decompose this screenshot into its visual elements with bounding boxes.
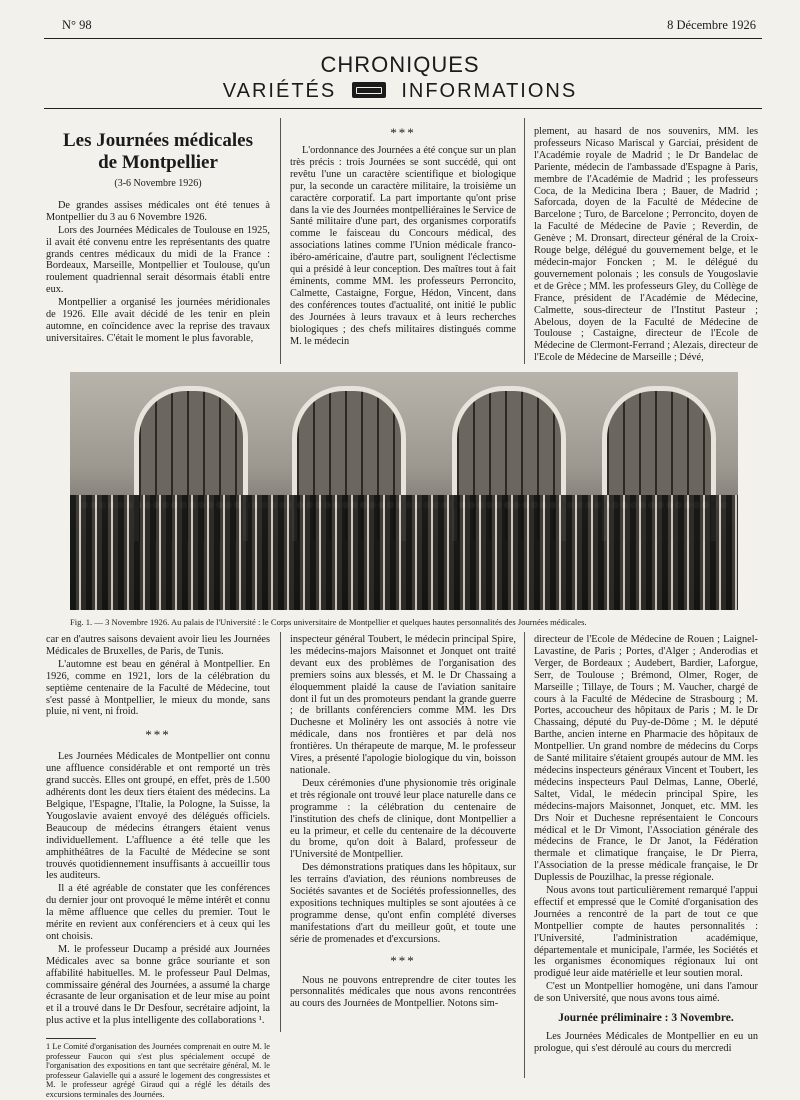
stars-ornament: *** xyxy=(390,952,416,968)
top-col2-text xyxy=(290,145,516,347)
photo-caption: Fig. 1. — 3 Novembre 1926. Au palais de l'Université : le Corps universitaire de Montpellier et quelques hautes personnalités des Journées médicales. xyxy=(70,617,587,627)
top-col1-text xyxy=(46,200,270,345)
masthead-rule xyxy=(44,108,762,109)
bottom-col3-text xyxy=(534,634,758,1005)
paragraph: Montpellier a organisé les journées méridionales de 1926. Elle avait décidé de les tenir en plein automne, en coïncidence avec la reprise des travaux universitaires. C'était le moment le plus favorable, xyxy=(46,297,270,344)
article-title: Les Journées médicales de Montpellier xyxy=(63,130,253,173)
bottom-col2-text xyxy=(290,634,516,946)
bottom-col2b-text xyxy=(290,975,516,1011)
masthead-varietes: VARIÉTÉS xyxy=(222,80,337,102)
column-divider xyxy=(280,632,281,1032)
top-column-2 xyxy=(290,124,516,348)
paragraph: Il a été agréable de constater que les conférences du dernier jour ont provoqué le même intérêt et connu la même affluence que celles du premier. Tout le mérite en revient aux conférenciers et à ceux qui les ont choisis. xyxy=(46,883,270,942)
paragraph: Nous ne pouvons entreprendre de citer toutes les personnalités médicales que nous avons rencontrées au cours des Journées de Montpellier. Notons sim- xyxy=(290,974,516,1010)
paragraph: L'automne est beau en général à Montpellier. En 1926, comme en 1921, lors de la célébration du septième centenaire de la Faculté de Médecine, tout s'est passé à Montpellier, le mieux du monde, sans pluie, ni vent, ni froid. xyxy=(46,658,270,718)
paragraph: M. le professeur Ducamp a présidé aux Journées Médicales avec sa bonne grâce souriante et son affabilité habituelles. M. le professeur Paul Delmas, commissaire général des Journées, a assumé la charge écrasante de leur organisation et de leur mise au point et il a trouvé dans le Dr Desfour, secrétaire adjoint, la plus active et la plus intelligente des collaborations ¹. xyxy=(46,943,270,1027)
paragraph: Nous avons tout particulièrement remarqué l'appui effectif et empressé que le Comité d'organisation des Journées a rencontré de la part de tout ce que Montpellier compte de hautes personnalités : l'Université, l'administration académique, départementale et municipale, l'armée, les Sociétés et les organismes économiques régionaux lui ont prodigué leur aide matérielle et leur soutien moral. xyxy=(534,885,758,980)
footnote-rule xyxy=(46,1038,96,1039)
masthead-subtitle xyxy=(0,80,800,103)
column-divider xyxy=(280,118,281,364)
group-photo xyxy=(70,372,738,610)
section-heading: Journée préliminaire : 3 Novembre. xyxy=(558,1012,734,1025)
paragraph: Des démonstrations pratiques dans les hôpitaux, sur les terrains d'aviation, des réunions nombreuses de Sociétés savantes et de Sociétés professionnelles, des expositions techniques multiples se sont ajoutées à ce programme dense, qu'ont enfin complété diverses manifestations d'art du meilleur goût, et toute une série de promenades et d'excursions. xyxy=(290,862,516,945)
stars-ornament: *** xyxy=(145,727,171,743)
top-column-1 xyxy=(46,114,270,346)
paragraph: directeur de l'Ecole de Médecine de Rouen ; Laignel-Lavastine, de Paris ; Portes, d'Alger ; Anderodias et Verger, de Bordeaux ; Audebert, Bardier, Laforgue, Serr, de Toulouse ; Brémond, Olmer, Roger, de Marseille ; Tillaye, de Tours ; M. Vaucher, chargé de cours à la Faculté de Médecine de Strasbourg ; M. Portes, accoucheur des hôpitaux de Paris ; M. le Dr Chassaing, député du Puy-de-Dôme ; M. le député Barthe, ancien interne en Pharmacie des hôpitaux de Montpellier. Un grand nombre de médecins du Corps de Santé militaire s'étaient groupés autour de MM. les médecins inspecteurs généraux Vincent et Toubert, les médecins inspecteurs Paul Delmas, Lanne, Oberlé, Saltet, Vidal, le médecin principal Spire, les médecins-majors Maisonnet, Jonquet, etc. MM. les Drs Noir et Duchesne représentaient le Concours médical et le Dr Vimont, l'Association générale des médecins de France, le Dr Janot, la Fédération thermale et climatique française, le Dr Pierra, l'Association de la presse médicale française, le Dr Duplessis de Pouzilhac, la presse régionale. xyxy=(534,634,758,884)
paragraph: Lors des Journées Médicales de Toulouse en 1925, il avait été convenu entre les représentants des quatre grands centres médicaux du midi de la France : Bordeaux, Marseille, Montpellier et Toulouse, qu'un roulement quadriennal serait désormais établi entre eux. xyxy=(46,224,270,296)
bottom-col3b-text xyxy=(534,1031,758,1055)
masthead-title: CHRONIQUES xyxy=(320,52,480,77)
header-rule xyxy=(44,38,762,39)
paragraph: Deux cérémonies d'une physionomie très originale et très régionale ont trouvé leur place naturelle dans ce programme : la célébration du centenaire de l'institution des chefs de clinique, dont Montpellier a eu la primeur, et celle du centenaire de la découverte du brome, qu'on doit à Balard, professeur de l'Université de Montpellier. xyxy=(290,777,516,861)
bottom-col1b-text xyxy=(46,751,270,1027)
column-divider xyxy=(524,118,525,364)
bottom-column-2 xyxy=(290,634,516,1011)
paragraph: L'ordonnance des Journées a été conçue sur un plan très précis : trois Journées se sont succédé, qui ont revêtu l'une un caractère scientifique et biologique pur, la seconde un caractère militaire, la troisième un caractère corporatif. La part importante qu'ont prise dans la vie des Journées montpelliéraines le Service de Santé militaire d'une part, des organismes corporatifs comme le faisceau du Concours médical, des associations latines comme l'Union médicale franco-ibéro-américaine, d'autre part, soulignent l'éclectisme qui a présidé à leur conception. Des maîtres tout à fait éminents, comme MM. les professeurs Perroncito, Calmette, Castaigne, Forgue, Hédon, Vincent, dans des conférences toutes d'actualité, ont initié le public des Journées à leurs travaux et à leurs recherches biologiques ; des chefs militaires distingués comme M. le médecin xyxy=(290,145,516,347)
footnote: 1 Le Comité d'organisation des Journées comprenait en outre M. le professeur Faucon qui s'est plus spécialement occupé de l'organisation des expositions en tant que secrétaire général, M. le professeur Galavielle qui a assuré le logement des congressistes et M. le professeur agrégé Giraud qui a réglé les détails des excursions terminales des Journées. xyxy=(46,1042,270,1099)
issue-number: N° 98 xyxy=(62,18,92,32)
ornament-icon xyxy=(352,82,386,98)
bottom-column-1 xyxy=(46,634,270,1028)
article-dates: (3-6 Novembre 1926) xyxy=(114,178,202,189)
paragraph: car en d'autres saisons devaient avoir lieu les Journées Médicales de Bruxelles, de Paris, de Tunis. xyxy=(46,634,270,657)
paragraph: Les Journées Médicales de Montpellier ont connu une affluence considérable et ont remporté un très grand succès. Elles ont groupé, en effet, près de 1.500 adhérents dont les deux tiers étaient des médecins. La Belgique, l'Espagne, l'Italie, la Pologne, la Suisse, la Yougoslavie avaient envoyé des délégués officiels. Beaucoup de médecins étrangers étaient venus individuellement. L'affluence a été telle que les amphithéâtres de la Faculté de Médecine se sont trouvés quotidiennement insuffisants à accueillir tous les auditeurs. xyxy=(46,751,270,882)
paragraph: inspecteur général Toubert, le médecin principal Spire, les médecins-majors Maisonnet et Jonquet ont traité devant eux des problèmes de l'organisation des premiers soins aux blessés, et M. le Dr Chassaing a éloquemment plaidé la cause de l'aviation sanitaire dont il fut un des promoteurs pendant la grande guerre ; de brillants conférenciers comme MM. les Drs Duchesne et Molinéry les ont associés à notre vie médicale, dans nos frontières et par delà nos frontières. Un thérapeute de marque, M. le professeur Vires, a présenté l'apologie biologique du vin, boisson nationale. xyxy=(290,634,516,776)
paragraph: plement, au hasard de nos souvenirs, MM. les professeurs Nicaso Mariscal y Garciai, président de l'Académie royale de Madrid ; le Dr Bandelac de Pariente, médecin de l'ambassade d'Espagne à Paris, membre de l'Académie de Madrid ; les professeurs Coca, de la Medicina Ibera ; Bauer, de Madrid ; Saforcada, doyen de la Faculté de Médecine de Barcelone ; Turo, de Barcelone ; Perroncito, doyen de la Faculté de Médecine de Pavie ; Reverdin, de Genève ; M. Dronsart, directeur général de la Croix-Rouge belge, délégué du gouvernement belge, et le médecin-major Foncken ; M. le délégué du gouvernement polonais ; les consuls de Yougoslavie et de Grèce ; MM. les professeurs Gley, du Collège de France, président de l'Académie de Médecine, Calmette, sous-directeur de l'Institut Pasteur ; Abelous, doyen de la Faculté de Médecine de Toulouse ; Castaigne, directeur de l'Ecole de Médecine de Clermont-Ferrand ; Alezais, directeur de l'Ecole de Médecine de Marseille ; Dévé, xyxy=(534,126,758,364)
top-col3-text xyxy=(534,126,758,364)
bottom-column-3 xyxy=(534,634,758,1056)
paragraph: De grandes assises médicales ont été tenues à Montpellier du 3 au 6 Novembre 1926. xyxy=(46,199,270,223)
crowd xyxy=(70,495,738,610)
column-divider xyxy=(524,632,525,1078)
stars-ornament: *** xyxy=(390,125,416,140)
masthead-informations: INFORMATIONS xyxy=(401,80,578,102)
bottom-col1-text xyxy=(46,634,270,718)
paragraph: Les Journées Médicales de Montpellier en eu un prologue, qui s'est déroulé au cours du mercredi xyxy=(534,1031,758,1054)
paragraph: C'est un Montpellier homogène, uni dans l'amour de son Université, que nous avons tous aimé. xyxy=(534,981,758,1005)
top-column-3 xyxy=(534,126,758,365)
issue-date: 8 Décembre 1926 xyxy=(667,18,756,32)
